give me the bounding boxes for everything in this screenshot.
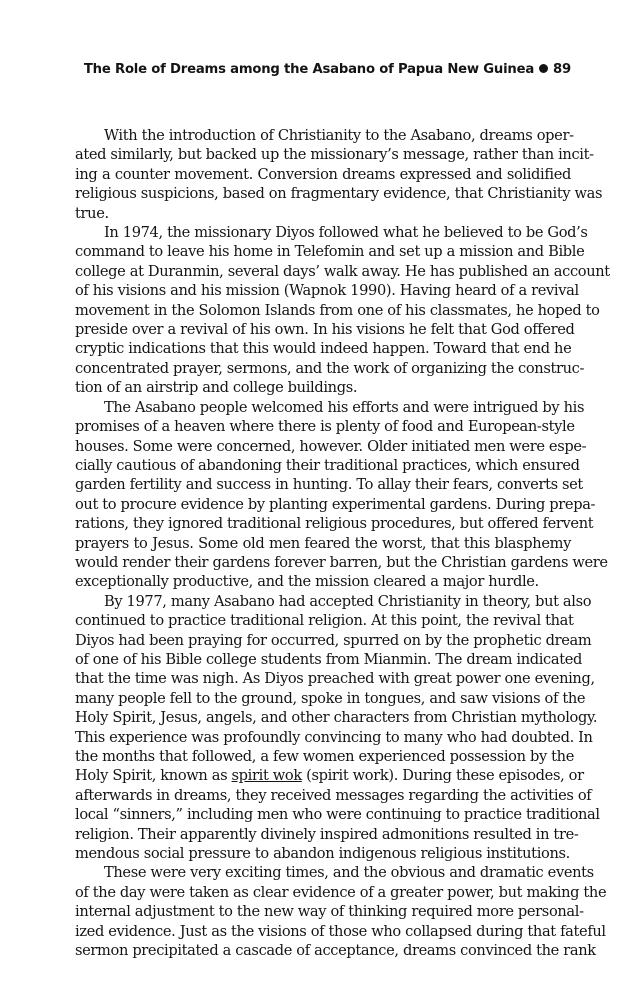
text-line: The Asabano people welcomed his efforts and were intrigued by his	[104, 398, 585, 416]
text-line: This experience was profoundly convincing to many who had doubted. In	[75, 728, 593, 746]
text-line: ing a counter movement. Conversion dreams expressed and solidified	[75, 165, 571, 183]
text-line: of the day were taken as clear evidence of a greater power, but making the	[75, 883, 607, 901]
text-line: of one of his Bible college students from Mianmin. The dream indicated	[75, 650, 583, 668]
text-line: college at Duranmin, several days’ walk away. He has published an account	[75, 262, 610, 280]
text-line: mendous social pressure to abandon indigenous religious institutions.	[75, 845, 570, 863]
text-line: sermon precipitated a cascade of acceptance, dreams convinced the rank	[75, 942, 596, 960]
text-line: internal adjustment to the new way of thinking required more personal-	[75, 903, 584, 921]
paragraph-2	[75, 223, 610, 398]
text-line: that the time was nigh. As Diyos preached with great power one evening,	[75, 670, 595, 688]
text-fragment: Holy Spirit, known as	[75, 767, 232, 785]
text-line: promises of a heaven where there is plenty of food and European-style	[75, 418, 575, 436]
text-line: many people fell to the ground, spoke in tongues, and saw visions of the	[75, 689, 586, 707]
text-line: Holy Spirit, Jesus, angels, and other characters from Christian mythology.	[75, 709, 598, 727]
text-line: In 1974, the missionary Diyos followed what he believed to be God’s	[104, 224, 588, 242]
text-line	[75, 766, 584, 785]
paragraph-5	[75, 863, 607, 960]
text-line: religion. Their apparently divinely inspired admonitions resulted in tre-	[75, 825, 579, 843]
text-line: exceptionally productive, and the mission cleared a major hurdle.	[75, 573, 539, 591]
paragraph-3	[75, 398, 608, 592]
running-title: The Role of Dreams among the Asabano of Papua New Guinea	[83, 62, 535, 77]
text-line: rations, they ignored traditional religious procedures, but offered fervent	[75, 515, 594, 533]
text-fragment: (spirit work). During these episodes, or	[301, 767, 584, 785]
paragraph-1	[75, 126, 603, 223]
text-line: continued to practice traditional religion. At this point, the revival that	[75, 612, 574, 630]
text-line: would render their gardens forever barren, but the Christian gardens were	[75, 553, 608, 571]
running-header	[75, 62, 571, 77]
text-line: concentrated prayer, sermons, and the work of organizing the construc-	[75, 359, 585, 377]
text-line: true.	[75, 204, 109, 222]
text-line: These were very exciting times, and the obvious and dramatic events	[104, 864, 594, 882]
text-line: cryptic indications that this would indeed happen. Toward that end he	[75, 340, 572, 358]
text-line: of his visions and his mission (Wapnok 1990). Having heard of a revival	[75, 282, 579, 300]
text-line: ized evidence. Just as the visions of those who collapsed during that fateful	[75, 922, 606, 940]
body-text	[75, 126, 610, 960]
text-line: movement in the Solomon Islands from one of his classmates, he hoped to	[75, 301, 600, 319]
text-line: prayers to Jesus. Some old men feared the worst, that this blasphemy	[75, 534, 571, 552]
text-line: local “sinners,” including men who were continuing to practice traditional	[75, 806, 600, 824]
text-line: houses. Some were concerned, however. Older initiated men were espe-	[75, 437, 587, 455]
bullet-dot-icon	[539, 64, 548, 73]
text-line: cially cautious of abandoning their traditional practices, which ensured	[75, 456, 580, 474]
text-line: ated similarly, but backed up the missionary’s message, rather than incit-	[75, 146, 594, 164]
text-line: out to procure evidence by planting experimental gardens. During prepa-	[75, 495, 596, 513]
text-line: the months that followed, a few women experienced possession by the	[75, 748, 574, 765]
emphasized-term: spirit wok	[231, 767, 302, 785]
paragraph-4	[75, 592, 600, 864]
text-line: garden fertility and success in hunting. To allay their fears, converts set	[75, 476, 583, 494]
text-line: preside over a revival of his own. In his visions he felt that God offered	[75, 321, 575, 339]
text-line: By 1977, many Asabano had accepted Christianity in theory, but also	[104, 592, 592, 610]
text-line: With the introduction of Christianity to the Asabano, dreams oper-	[104, 127, 574, 144]
text-line: command to leave his home in Telefomin and set up a mission and Bible	[75, 243, 585, 261]
text-line: afterwards in dreams, they received messages regarding the activities of	[75, 786, 592, 804]
text-line: tion of an airstrip and college buildings.	[75, 379, 358, 397]
page-number: 89	[553, 62, 571, 77]
text-line: religious suspicions, based on fragmentary evidence, that Christianity was	[75, 185, 603, 203]
text-line: Diyos had been praying for occurred, spurred on by the prophetic dream	[75, 631, 592, 649]
